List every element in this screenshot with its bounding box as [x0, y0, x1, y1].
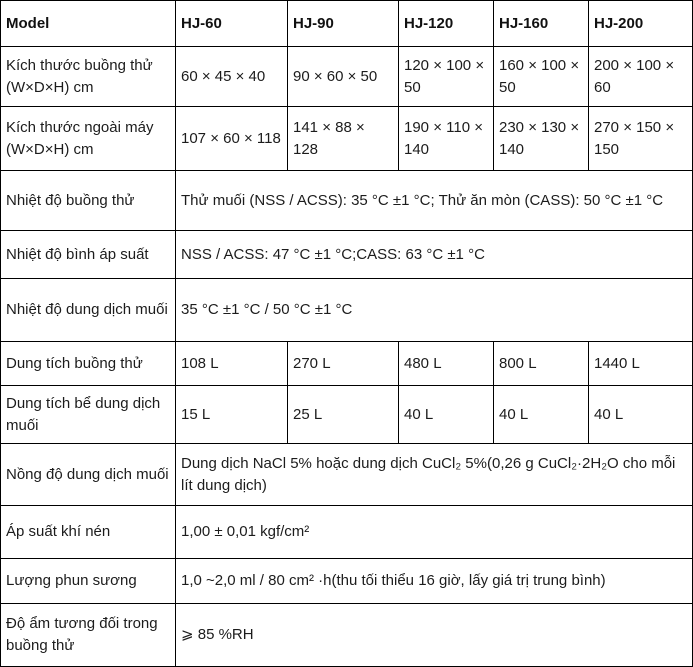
value-cell-span: Thử muối (NSS / ACSS): 35 °C ±1 °C; Thử ăn mòn (CASS): 50 °C ±1 °C [176, 171, 693, 231]
value-cell-span: NSS / ACSS: 47 °C ±1 °C;CASS: 63 °C ±1 °C [176, 231, 693, 279]
row-label: Nhiệt độ dung dịch muối [1, 279, 176, 342]
row-label: Lượng phun sương [1, 559, 176, 604]
model-header-cell: Model [1, 1, 176, 47]
value-cell: 108 L [176, 342, 288, 386]
header-row [1, 1, 693, 47]
value-cell-span: 1,0 ~2,0 ml / 80 cm² ·h(thu tối thiểu 16 giờ, lấy giá trị trung bình) [176, 559, 693, 604]
table-row-chamber-volume [1, 342, 693, 386]
table-row-relative-humidity [1, 604, 693, 667]
model-column-header: HJ-90 [288, 1, 399, 47]
model-column-header: HJ-120 [399, 1, 494, 47]
value-cell-span: ⩾ 85 %RH [176, 604, 693, 667]
row-label: Dung tích bể dung dịch muối [1, 386, 176, 444]
model-column-header: HJ-200 [589, 1, 693, 47]
value-cell: 200 × 100 × 60 [589, 47, 693, 107]
value-cell: 270 × 150 × 150 [589, 107, 693, 171]
value-cell: 120 × 100 × 50 [399, 47, 494, 107]
row-label: Áp suất khí nén [1, 506, 176, 559]
model-column-header: HJ-160 [494, 1, 589, 47]
value-cell: 480 L [399, 342, 494, 386]
value-cell: 90 × 60 × 50 [288, 47, 399, 107]
value-cell-span: 1,00 ± 0,01 kgf/cm² [176, 506, 693, 559]
value-cell: 15 L [176, 386, 288, 444]
value-cell: 25 L [288, 386, 399, 444]
row-label: Nhiệt độ buồng thử [1, 171, 176, 231]
row-label: Kích thước buồng thử (W×D×H) cm [1, 47, 176, 107]
value-cell: 270 L [288, 342, 399, 386]
table-row-spray-amount [1, 559, 693, 604]
row-label: Nồng độ dung dịch muối [1, 444, 176, 506]
value-cell: 230 × 130 × 140 [494, 107, 589, 171]
table-row-chamber-temp [1, 171, 693, 231]
table-row-solution-concentration [1, 444, 693, 506]
value-cell: 190 × 110 × 140 [399, 107, 494, 171]
row-label: Kích thước ngoài máy (W×D×H) cm [1, 107, 176, 171]
value-cell: 160 × 100 × 50 [494, 47, 589, 107]
table-row-pressure-tank-temp [1, 231, 693, 279]
value-cell: 60 × 45 × 40 [176, 47, 288, 107]
value-cell: 1440 L [589, 342, 693, 386]
value-cell: 40 L [399, 386, 494, 444]
table-row-outer-size [1, 107, 693, 171]
value-cell-span: 35 °C ±1 °C / 50 °C ±1 °C [176, 279, 693, 342]
value-cell: 40 L [494, 386, 589, 444]
table-row-chamber-size [1, 47, 693, 107]
value-cell: 141 × 88 × 128 [288, 107, 399, 171]
value-cell-span: Dung dịch NaCl 5% hoặc dung dịch CuCl₂ 5%(0,26 g CuCl₂·2H₂O cho mỗi lít dung dịch) [176, 444, 693, 506]
value-cell: 800 L [494, 342, 589, 386]
table-row-salt-solution-temp [1, 279, 693, 342]
model-column-header: HJ-60 [176, 1, 288, 47]
row-label: Nhiệt độ bình áp suất [1, 231, 176, 279]
row-label: Độ ẩm tương đối trong buồng thử [1, 604, 176, 667]
table-row-air-pressure [1, 506, 693, 559]
value-cell: 40 L [589, 386, 693, 444]
value-cell: 107 × 60 × 118 [176, 107, 288, 171]
row-label: Dung tích buồng thử [1, 342, 176, 386]
table-row-salt-tank-volume [1, 386, 693, 444]
